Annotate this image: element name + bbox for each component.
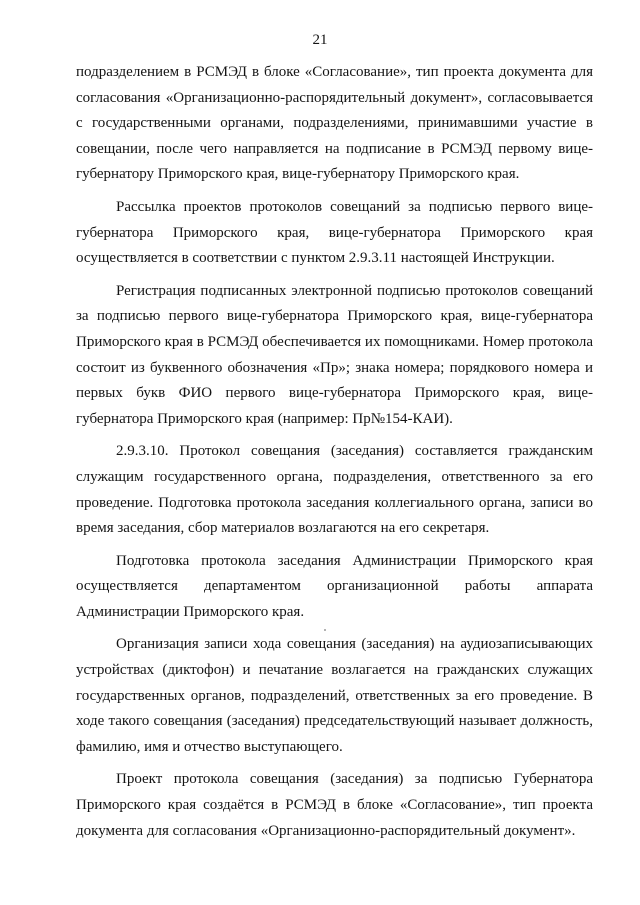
scan-speck bbox=[324, 629, 326, 631]
paragraph-7: Проект протокола совещания (заседания) за подписью Губернатора Приморского края создаётся в РСМЭД в блоке «Согласование», тип проекта документа для согласования «Организационно-распорядительный документ». bbox=[76, 771, 593, 839]
paragraph-5: Подготовка протокола заседания Администрации Приморского края осуществляется департаментом организационной работы аппарата Администрации Приморского края. bbox=[76, 552, 593, 620]
page-number: 21 bbox=[312, 32, 328, 48]
paragraph-6: Организация записи хода совещания (заседания) на аудиозаписывающих устройствах (диктофон) и печатание возлагается на гражданских служащих государственных органов, подразделений, ответственных за его проведение. В ходе такого совещания (заседания) председательствующий называет должность, фамилию, имя и отчество выступающего. bbox=[76, 636, 593, 755]
paragraph-2: Рассылка проектов протоколов совещаний за подписью первого вице-губернатора Приморского края, вице-губернатора Приморского края осуществляется в соответствии с пунктом 2.9.3.11 настоящей Инструкции. bbox=[76, 198, 593, 267]
paragraph-3: Регистрация подписанных электронной подписью протоколов совещаний за подписью первого вице-губернатора Приморского края, вице-губернатора Приморского края в РСМЭД обеспечивается их помощниками. Номер протокола состоит из буквенного обозначения «Пр»; знака номера; порядкового номера и первых букв ФИО первого вице-губернатора Приморского края, вице-губернатора Приморского края (например: Пр№154-КАИ). bbox=[76, 282, 593, 427]
paragraph-1: подразделением в РСМЭД в блоке «Согласование», тип проекта документа для согласования «Организационно-распорядительный документ», согласовывается с государственными органами, подразделениями, принимавшими участие в совещании, после чего направляется на подписание в РСМЭД первому вице-губернатору Приморского края, вице-губернатору Приморского края. bbox=[76, 64, 593, 183]
document-body bbox=[76, 60, 593, 851]
paragraph-4: 2.9.3.10. Протокол совещания (заседания) составляется гражданским служащим государственного органа, подразделения, ответственного за его проведение. Подготовка протокола заседания коллегиального органа, записи во время заседания, сбор материалов возлагаются на его секретаря. bbox=[76, 443, 593, 537]
